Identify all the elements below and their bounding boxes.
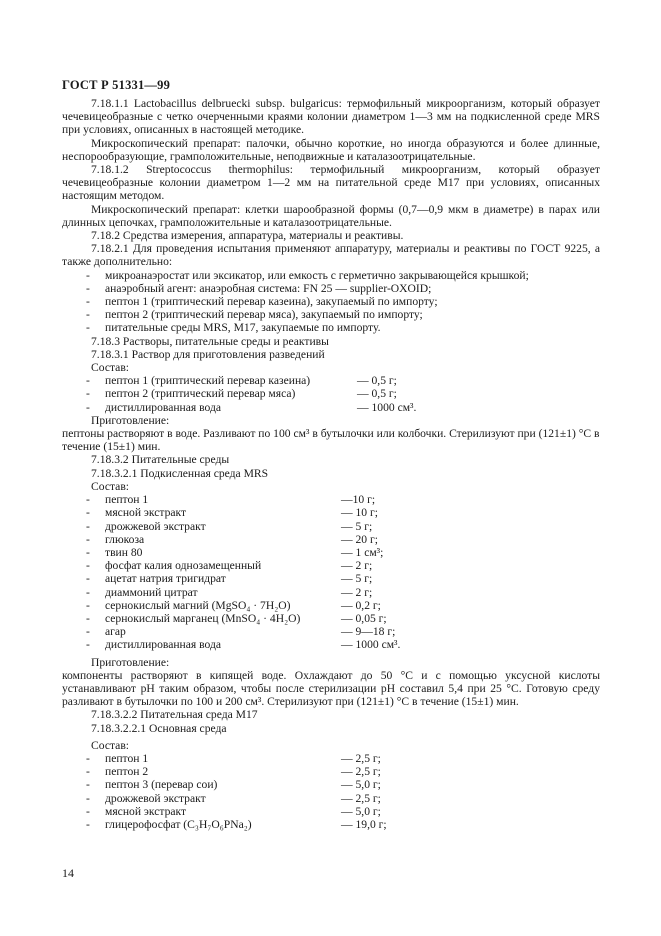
- list-item: - питательные среды MRS, М17, закупаемые по импорту.: [86, 321, 381, 335]
- list-item: - пептон 2 (триптический перевар мяса), закупаемый по импорту;: [86, 308, 423, 322]
- paragraph-streptococcus-microscopy: Микроскопический препарат: клетки шарообразной формы (0,7—0,9 мкм в диаметре) в парах или длинных цепочках, грамположительные и каталазоотрицательные.: [62, 202, 600, 229]
- section-heading: 7.18.3.2.2 Питательная среда М17: [91, 708, 258, 722]
- table-row: - пептон 3 (перевар сои) — 5,0 г;: [86, 778, 381, 792]
- table-row: - твин 80 — 1 см³;: [86, 545, 384, 559]
- table-row: - мясной экстракт — 10 г;: [86, 506, 378, 520]
- page-number: 14: [62, 866, 74, 880]
- section-heading: 7.18.3 Растворы, питательные среды и реактивы: [91, 334, 329, 348]
- table-row: - глюкоза — 20 г;: [86, 532, 378, 546]
- paragraph-lactobacillus: 7.18.1.1 Lactobacillus delbruecki subsp. bulgaricus: термофильный микроорганизм, который образует чечевицеобразные с четко очерченными краями колонии диаметром 1—3 мм на подкисленной среде MRS при условиях, описанных в настоящей методике.: [62, 97, 600, 137]
- paragraph-equipment-intro: 7.18.2.1 Для проведения испытания применяют аппаратуру, материалы и реактивы по ГОСТ 9225, а также дополнительно:: [62, 242, 600, 269]
- paragraph-lactobacillus-microscopy: Микроскопический препарат: палочки, обычно короткие, но иногда образуются и более длинные, неспорообразующие, грамположительные, неподвижные и каталазоотрицательные.: [62, 136, 600, 163]
- table-row: - ацетат натрия тригидрат — 5 г;: [86, 572, 373, 586]
- composition-label: Состав:: [91, 738, 130, 752]
- table-row: - диаммоний цитрат — 2 г;: [86, 585, 373, 599]
- list-item: - анаэробный агент: анаэробная система: FN 25 — supplier-OXOID;: [86, 281, 432, 295]
- dilution-components: [62, 374, 600, 414]
- section-subheading: 7.18.3.2.2.1 Основная среда: [91, 721, 227, 735]
- table-row: - пептон 1 (триптический перевар казеина) — 0,5 г;: [86, 374, 397, 388]
- m17-components: [62, 752, 600, 831]
- table-row: - дистиллированная вода — 1000 см³.: [86, 400, 417, 414]
- table-row: - пептон 2 (триптический перевар мяса) — 0,5 г;: [86, 387, 397, 401]
- section-heading: 7.18.3.2 Питательные среды: [91, 453, 230, 467]
- preparation-label: Приготовление:: [91, 655, 170, 669]
- list-item: - микроанаэростат или эксикатор, или емкость с герметично закрывающейся крышкой;: [86, 268, 529, 282]
- equipment-list: [62, 269, 600, 335]
- table-row: - дрожжевой экстракт — 2,5 г;: [86, 791, 381, 805]
- table-row: - агар — 9—18 г;: [86, 625, 396, 639]
- preparation-text: пептоны растворяют в воде. Разливают по 100 см³ в бутылочки или колбочки. Стерилизуют при (121±1) °С в течение (15±1) мин.: [62, 427, 600, 454]
- section-subheading: 7.18.3.2.1 Подкисленная среда MRS: [91, 466, 269, 480]
- document-header: ГОСТ Р 51331—99: [62, 78, 171, 92]
- table-row: - фосфат калия однозамещенный — 2 г;: [86, 559, 373, 573]
- table-row: - глицерофосфат (C₃H₇O₆PNa₂) — 19,0 г;: [86, 817, 387, 831]
- table-row: - сернокислый магний (MgSO₄ · 7H₂O) — 0,2 г;: [86, 598, 381, 612]
- section-subheading: 7.18.3.1 Раствор для приготовления разведений: [91, 347, 325, 361]
- mrs-components: [62, 493, 600, 651]
- paragraph-streptococcus: 7.18.1.2 Streptococcus thermophilus: термофильный микроорганизм, который образует чечевицеобразные колонии диаметром 1—2 мм на питательной среде М17 при условиях, описанных настоящим методом.: [62, 163, 600, 203]
- table-row: - пептон 1 —10 г;: [86, 493, 376, 507]
- paragraph-equipment-heading: 7.18.2 Средства измерения, аппаратура, материалы и реактивы.: [91, 229, 404, 243]
- table-row: - мясной экстракт — 5,0 г;: [86, 804, 381, 818]
- composition-label: Состав:: [91, 479, 130, 493]
- table-row: - дрожжевой экстракт — 5 г;: [86, 519, 373, 533]
- table-row: - сернокислый марганец (MnSO₄ · 4H₂O) — 0,05 г;: [86, 611, 387, 625]
- composition-label: Состав:: [91, 361, 130, 375]
- preparation-label: Приготовление:: [91, 413, 170, 427]
- table-row: - пептон 1 — 2,5 г;: [86, 751, 381, 765]
- list-item: - пептон 1 (триптический перевар казеина), закупаемый по импорту;: [86, 295, 438, 309]
- table-row: - пептон 2 — 2,5 г;: [86, 765, 381, 779]
- table-row: - дистиллированная вода — 1000 см³.: [86, 638, 401, 652]
- preparation-text: компоненты растворяют в кипящей воде. Охлаждают до 50 °С и с помощью уксусной кислоты устанавливают pH таким образом, чтобы после стерилизации pH составил 5,4 при 25 °С. Готовую среду разливают в бутылочки по 100 и 200 см³. Стерилизуют при (121±1) °С в течение (15±1) мин.: [62, 668, 600, 709]
- document-body: [62, 97, 600, 831]
